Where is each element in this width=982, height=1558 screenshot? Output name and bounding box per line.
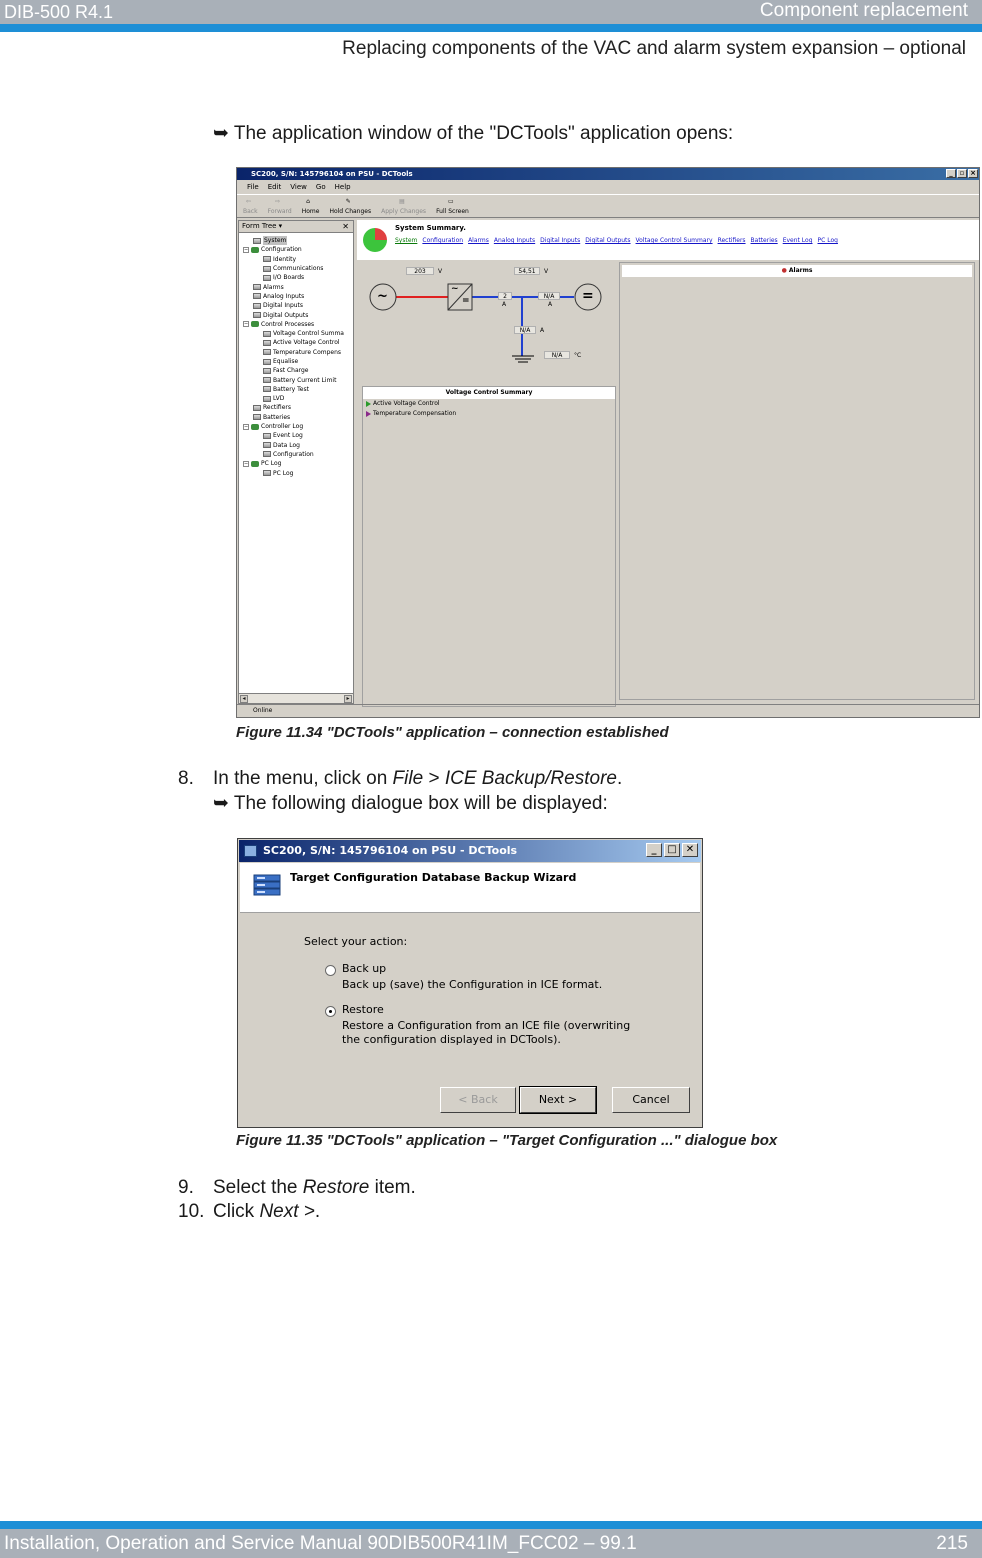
step-9-text: Select the Restore item. <box>213 1177 416 1198</box>
vcs-header: Voltage Control Summary <box>363 387 615 399</box>
close-button[interactable]: ✕ <box>682 843 698 857</box>
forward-arrow-icon: ⇨ <box>275 198 281 205</box>
alarm-bell-icon: ● <box>781 267 787 274</box>
dialog-titlebar <box>239 840 701 862</box>
tree-item-label: PC Log <box>273 469 294 477</box>
pause-icon <box>366 411 371 417</box>
tree-item[interactable] <box>239 282 353 291</box>
tree-item[interactable] <box>239 422 353 431</box>
summary-link-configuration[interactable]: Configuration <box>422 237 464 244</box>
summary-title: System Summary. <box>395 224 466 232</box>
rectifier-current-unit: A <box>502 301 507 308</box>
summary-link-event-log[interactable]: Event Log <box>782 237 813 244</box>
collapse-icon[interactable]: − <box>244 460 249 467</box>
tree-item[interactable] <box>239 273 353 282</box>
summary-link-system[interactable]: System <box>395 237 418 244</box>
summary-link-voltage-control-summary[interactable]: Voltage Control Summary <box>635 237 713 244</box>
tree-item-label: Alarms <box>263 283 284 291</box>
menu-item-go[interactable]: Go <box>315 183 326 191</box>
footer-accent-line <box>0 1521 982 1529</box>
app-icon <box>244 845 257 857</box>
form-icon <box>263 386 271 392</box>
ac-voltage-unit: V <box>438 268 443 275</box>
tree-item-label: Identity <box>273 255 296 263</box>
full-screen-icon: ▭ <box>447 198 454 205</box>
tree-item[interactable] <box>239 431 353 440</box>
form-icon <box>253 405 261 411</box>
result-text-1: ➥ The application window of the "DCTools" application opens: <box>213 123 734 144</box>
database-icon <box>252 871 282 899</box>
menu-item-edit[interactable]: Edit <box>267 183 282 191</box>
backup-label[interactable]: Back up <box>342 962 387 975</box>
form-icon <box>263 433 271 439</box>
form-icon <box>263 377 271 383</box>
tree-item-label: Analog Inputs <box>263 292 305 300</box>
wizard-header <box>240 863 700 913</box>
tree-item-label: Controller Log <box>261 423 304 431</box>
menu-item-file[interactable]: File <box>247 183 259 191</box>
form-icon <box>253 293 261 299</box>
form-tree-header[interactable]: Form Tree ▾ ✕ <box>239 221 353 233</box>
result-text-2: ➥ The following dialogue box will be displayed: <box>213 793 608 814</box>
chapter-title: Component replacement <box>759 0 968 21</box>
battery-temp-unit: °C <box>574 352 582 359</box>
system-summary-view <box>357 220 979 704</box>
tree-item-label: Configuration <box>273 450 314 458</box>
full-screen-button[interactable]: ▭ Full Screen <box>436 198 469 215</box>
doc-id: DIB-500 R4.1 <box>4 2 114 22</box>
form-icon <box>263 275 271 281</box>
home-button[interactable]: ⌂ Home <box>301 198 320 215</box>
tree-item-label: Configuration <box>261 246 302 254</box>
dctools-window-screenshot <box>236 167 980 718</box>
next-button[interactable]: Next > <box>520 1087 596 1113</box>
tree-item[interactable] <box>239 459 353 468</box>
menu-item-view[interactable]: View <box>290 183 307 191</box>
tree-item-label: PC Log <box>261 460 282 468</box>
alarms-header: ● Alarms <box>622 265 972 277</box>
summary-header <box>357 220 979 260</box>
step-8-number: 8. <box>178 768 194 789</box>
action-prompt: Select your action: <box>304 935 408 948</box>
folder-icon <box>251 424 259 430</box>
form-icon <box>253 303 261 309</box>
form-tree-panel <box>238 220 354 704</box>
status-pie-icon <box>363 228 387 252</box>
form-icon <box>253 284 261 290</box>
hold-icon: ✎ <box>345 198 351 205</box>
battery-current-value: N/A <box>514 326 536 334</box>
window-title: SC200, S/N: 145796104 on PSU - DCTools <box>251 170 413 178</box>
power-diagram-lines <box>362 264 616 384</box>
hold-changes-button[interactable]: ✎ Hold Changes <box>329 198 372 215</box>
wizard-title: Target Configuration Database Backup Wizard <box>290 871 577 884</box>
battery-current-unit: A <box>540 327 545 334</box>
tree-item-label: I/O Boards <box>273 274 305 282</box>
header-accent-line <box>0 24 982 32</box>
summary-link-digital-inputs[interactable]: Digital Inputs <box>540 237 581 244</box>
tree-item-label: Fast Charge <box>273 367 309 375</box>
form-icon <box>263 349 271 355</box>
menu-bar <box>237 181 979 193</box>
tree-item[interactable] <box>239 450 353 459</box>
folder-icon <box>251 461 259 467</box>
dc-load-icon: = <box>582 288 594 304</box>
minimize-button[interactable]: _ <box>646 843 662 857</box>
summary-link-alarms[interactable]: Alarms <box>468 237 489 244</box>
rectifier-dc-icon: = <box>462 296 470 306</box>
maximize-button[interactable]: □ <box>664 843 680 857</box>
restore-description-line-1: Restore a Configuration from an ICE file (overwriting <box>342 1019 631 1032</box>
load-current-value: N/A <box>538 292 560 300</box>
tree-item[interactable] <box>239 403 353 412</box>
ac-voltage-value: 203 <box>406 267 434 275</box>
power-diagram <box>362 264 616 384</box>
form-icon <box>253 238 261 244</box>
tree-item-label: Equalise <box>273 358 299 365</box>
tree-item-label: Batteries <box>263 413 291 421</box>
tree-item-label: Event Log <box>273 432 303 440</box>
tree-item[interactable] <box>239 329 353 338</box>
tree-item[interactable] <box>239 320 353 329</box>
scroll-left-icon[interactable]: ◂ <box>240 695 248 703</box>
dc-voltage-unit: V <box>544 268 549 275</box>
form-tree <box>239 233 353 478</box>
step-10-number: 10. <box>178 1201 205 1222</box>
folder-icon <box>251 247 259 253</box>
tree-item-label: Active Voltage Control <box>273 339 340 347</box>
page-header-bar <box>0 0 982 24</box>
tree-item[interactable] <box>239 441 353 450</box>
tree-item-label: Control Processes <box>261 320 315 328</box>
collapse-icon[interactable]: − <box>244 321 249 328</box>
form-icon <box>263 442 271 448</box>
online-status: Online <box>253 707 273 714</box>
status-bar <box>237 704 979 717</box>
summary-link-pc-log[interactable]: PC Log <box>817 237 838 244</box>
tree-item[interactable] <box>239 338 353 347</box>
tree-item[interactable] <box>239 310 353 319</box>
summary-links <box>395 237 838 244</box>
backup-wizard-screenshot <box>237 838 703 1128</box>
tree-item-label: Digital Outputs <box>263 311 309 319</box>
voltage-control-summary-panel <box>362 386 616 707</box>
close-panel-icon[interactable]: ✕ <box>342 222 349 231</box>
tree-item[interactable] <box>239 375 353 384</box>
window-titlebar <box>237 168 979 180</box>
form-icon <box>253 414 261 420</box>
forward-button[interactable]: ⇨ Forward <box>267 198 292 215</box>
restore-radio[interactable] <box>325 1006 336 1017</box>
toolbar <box>237 194 979 218</box>
battery-temp-value: N/A <box>544 351 570 359</box>
tree-item[interactable] <box>239 264 353 273</box>
scroll-right-icon[interactable]: ▸ <box>344 695 352 703</box>
apply-changes-button[interactable]: ▤ Apply Changes <box>381 198 427 215</box>
rectifier-current-value: 2 <box>498 292 512 300</box>
tree-item[interactable] <box>239 292 353 301</box>
tree-item[interactable] <box>239 413 353 422</box>
collapse-icon[interactable]: − <box>244 423 249 430</box>
step-8-text: In the menu, click on File > ICE Backup/Restore. <box>213 768 623 789</box>
tree-item-label: Battery Test <box>273 385 309 393</box>
ac-source-icon: ~ <box>377 289 388 304</box>
back-arrow-icon: ⇦ <box>245 198 251 205</box>
page-footer-bar <box>0 1529 982 1558</box>
page-number: 215 <box>936 1533 968 1554</box>
step-10-text: Click Next >. <box>213 1201 321 1222</box>
tree-item-label: Rectifiers <box>263 404 291 412</box>
play-icon <box>366 401 371 407</box>
close-button[interactable]: × <box>968 169 978 178</box>
back-button[interactable]: ⇦ Back <box>243 198 258 215</box>
summary-link-digital-outputs[interactable]: Digital Outputs <box>585 237 631 244</box>
tree-item[interactable] <box>239 366 353 375</box>
form-icon <box>263 470 271 476</box>
home-icon: ⌂ <box>306 198 310 205</box>
tree-item-label: Temperature Compens <box>273 348 342 356</box>
tree-item[interactable] <box>239 357 353 366</box>
form-icon <box>263 359 271 365</box>
maximize-button[interactable]: ▫ <box>957 169 967 178</box>
tree-item[interactable] <box>239 348 353 357</box>
manual-id: Installation, Operation and Service Manual 90DIB500R41IM_FCC02 – 99.1 <box>4 1533 637 1554</box>
step-9-number: 9. <box>178 1177 194 1198</box>
tree-item[interactable] <box>239 245 353 254</box>
summary-link-rectifiers[interactable]: Rectifiers <box>717 237 746 244</box>
back-button[interactable]: < Back <box>440 1087 516 1113</box>
tree-item-label: LVD <box>273 395 285 403</box>
tree-item-label: Communications <box>273 265 324 273</box>
minimize-button[interactable]: _ <box>946 169 956 178</box>
tree-item[interactable] <box>239 255 353 264</box>
tree-item-label: Data Log <box>273 441 300 449</box>
menu-item-help[interactable]: Help <box>334 183 351 191</box>
form-icon <box>263 451 271 457</box>
horizontal-scrollbar[interactable] <box>239 693 353 703</box>
tree-item[interactable] <box>239 236 353 245</box>
restore-description-line-2: the configuration displayed in DCTools). <box>342 1033 561 1046</box>
folder-icon <box>251 321 259 327</box>
figure-caption-1: Figure 11.34 "DCTools" application – connection established <box>236 724 669 741</box>
tree-item[interactable] <box>239 394 353 403</box>
alarms-panel <box>619 262 975 700</box>
tree-item[interactable] <box>239 301 353 310</box>
restore-label[interactable]: Restore <box>342 1003 384 1016</box>
summary-link-batteries[interactable]: Batteries <box>750 237 778 244</box>
backup-description: Back up (save) the Configuration in ICE format. <box>342 978 603 991</box>
form-icon <box>253 312 261 318</box>
tree-item-label: System <box>264 237 287 245</box>
cancel-button[interactable]: Cancel <box>612 1087 690 1113</box>
tree-item[interactable] <box>239 385 353 394</box>
summary-link-analog-inputs[interactable]: Analog Inputs <box>493 237 536 244</box>
backup-radio[interactable] <box>325 965 336 976</box>
form-icon <box>263 266 271 272</box>
form-icon <box>263 256 271 262</box>
tree-item-label: Battery Current Limit <box>273 376 337 384</box>
form-icon <box>263 331 271 337</box>
collapse-icon[interactable]: − <box>244 246 249 253</box>
tree-item-label: Voltage Control Summa <box>273 330 344 338</box>
form-icon <box>263 396 271 402</box>
dc-voltage-value: 54,51 <box>514 267 540 275</box>
figure-caption-2: Figure 11.35 "DCTools" application – "Target Configuration ..." dialogue box <box>236 1132 778 1149</box>
apply-icon: ▤ <box>399 198 405 205</box>
section-title: Replacing components of the VAC and alarm system expansion – optional <box>342 38 966 59</box>
form-icon <box>263 368 271 374</box>
tree-item[interactable] <box>239 468 353 477</box>
vcs-item-temp-comp[interactable]: Temperature Compensation <box>363 409 615 419</box>
rectifier-ac-icon: ~ <box>451 284 459 294</box>
form-icon <box>263 340 271 346</box>
vcs-item-active-voltage[interactable]: Active Voltage Control <box>363 399 615 409</box>
tree-item-label: Digital Inputs <box>263 302 304 310</box>
dialog-title: SC200, S/N: 145796104 on PSU - DCTools <box>263 844 518 857</box>
load-current-unit: A <box>548 301 553 308</box>
